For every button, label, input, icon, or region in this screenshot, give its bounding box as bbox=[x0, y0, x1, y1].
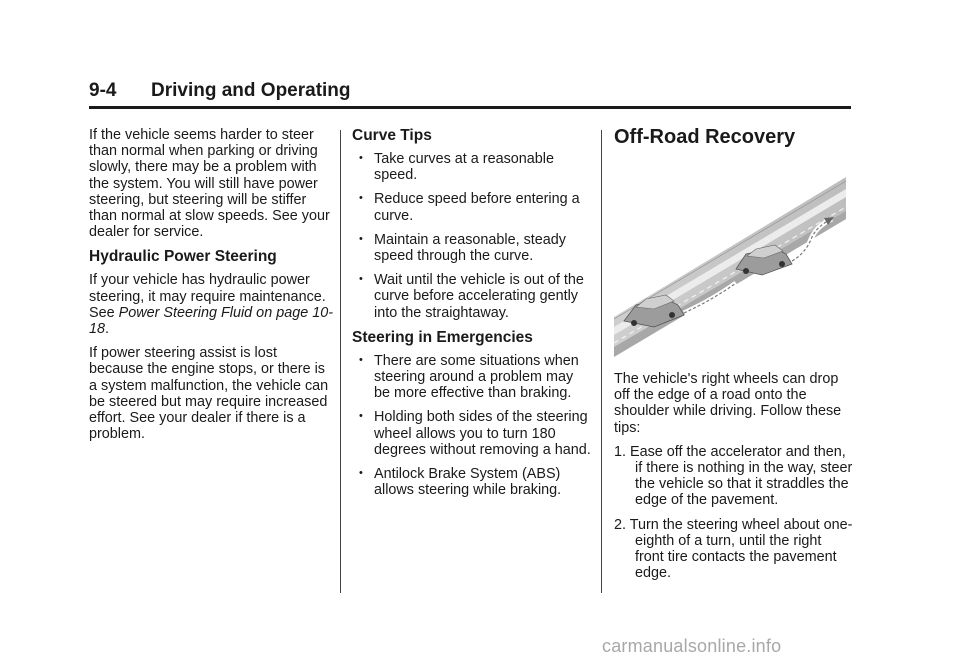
column-2 bbox=[352, 127, 592, 506]
page-number: 9-4 bbox=[89, 80, 117, 101]
column-divider-1 bbox=[340, 130, 341, 593]
list-item: • Reduce speed before entering a curve. bbox=[352, 191, 592, 223]
hydraulic-text-end: . bbox=[105, 321, 110, 338]
steering-emergencies-heading: Steering in Emergencies bbox=[352, 328, 533, 346]
power-steering-paragraph: If the vehicle seems harder to steer than normal when parking or driving slowly, there may be a problem with the system. You will still have power steering, but steering will be stiffer than normal at slow speeds. See your dealer for service. bbox=[89, 127, 330, 241]
curve-tips-heading: Curve Tips bbox=[352, 127, 432, 144]
column-3 bbox=[614, 125, 854, 589]
off-road-intro: The vehicle's right wheels can drop off the edge of a road onto the shoulder while driving. Follow these tips: bbox=[614, 371, 842, 436]
list-item: • Antilock Brake System (ABS) allows steering while braking. bbox=[352, 466, 592, 498]
off-road-recovery-illustration bbox=[614, 177, 846, 357]
assist-lost-paragraph: If power steering assist is lost because the engine stops, or there is a system malfunction, the vehicle can be steered but may require increased effort. See your dealer if there is a problem. bbox=[89, 345, 329, 443]
off-road-steps bbox=[614, 444, 854, 582]
page-header bbox=[89, 80, 851, 109]
hydraulic-paragraph bbox=[89, 272, 335, 337]
list-item: 1. Ease off the accelerator and then, if there is nothing in the way, steer the vehicle so that it straddles the edge of the pavement. bbox=[614, 443, 853, 509]
road-shoulder bbox=[614, 211, 846, 357]
hydraulic-power-steering-heading: Hydraulic Power Steering bbox=[89, 248, 277, 266]
list-item: • Maintain a reasonable, steady speed through the curve. bbox=[352, 232, 592, 264]
hydraulic-text: If your vehicle has hydraulic power steering, it may require maintenance. See bbox=[89, 272, 326, 321]
list-item: • Take curves at a reasonable speed. bbox=[352, 151, 592, 183]
power-steering-fluid-link[interactable]: Power Steering Fluid on page 10-18 bbox=[89, 304, 334, 338]
chapter-title: Driving and Operating bbox=[151, 80, 351, 101]
column-1 bbox=[89, 127, 335, 450]
list-item: • Wait until the vehicle is out of the curve before accelerating gently into the straightaway. bbox=[352, 272, 592, 321]
emergency-tips-list bbox=[352, 353, 592, 499]
list-item: • There are some situations when steering around a problem may be more effective than braking. bbox=[352, 353, 592, 402]
list-item: 2. Turn the steering wheel about one-eighth of a turn, until the right front tire contacts the pavement edge. bbox=[614, 516, 853, 582]
column-divider-2 bbox=[601, 130, 602, 593]
curve-tips-list bbox=[352, 151, 592, 321]
watermark: carmanualsonline.info bbox=[602, 636, 782, 656]
list-item: • Holding both sides of the steering wheel allows you to turn 180 degrees without removing a hand. bbox=[352, 409, 592, 458]
off-road-recovery-heading: Off-Road Recovery bbox=[614, 126, 796, 148]
